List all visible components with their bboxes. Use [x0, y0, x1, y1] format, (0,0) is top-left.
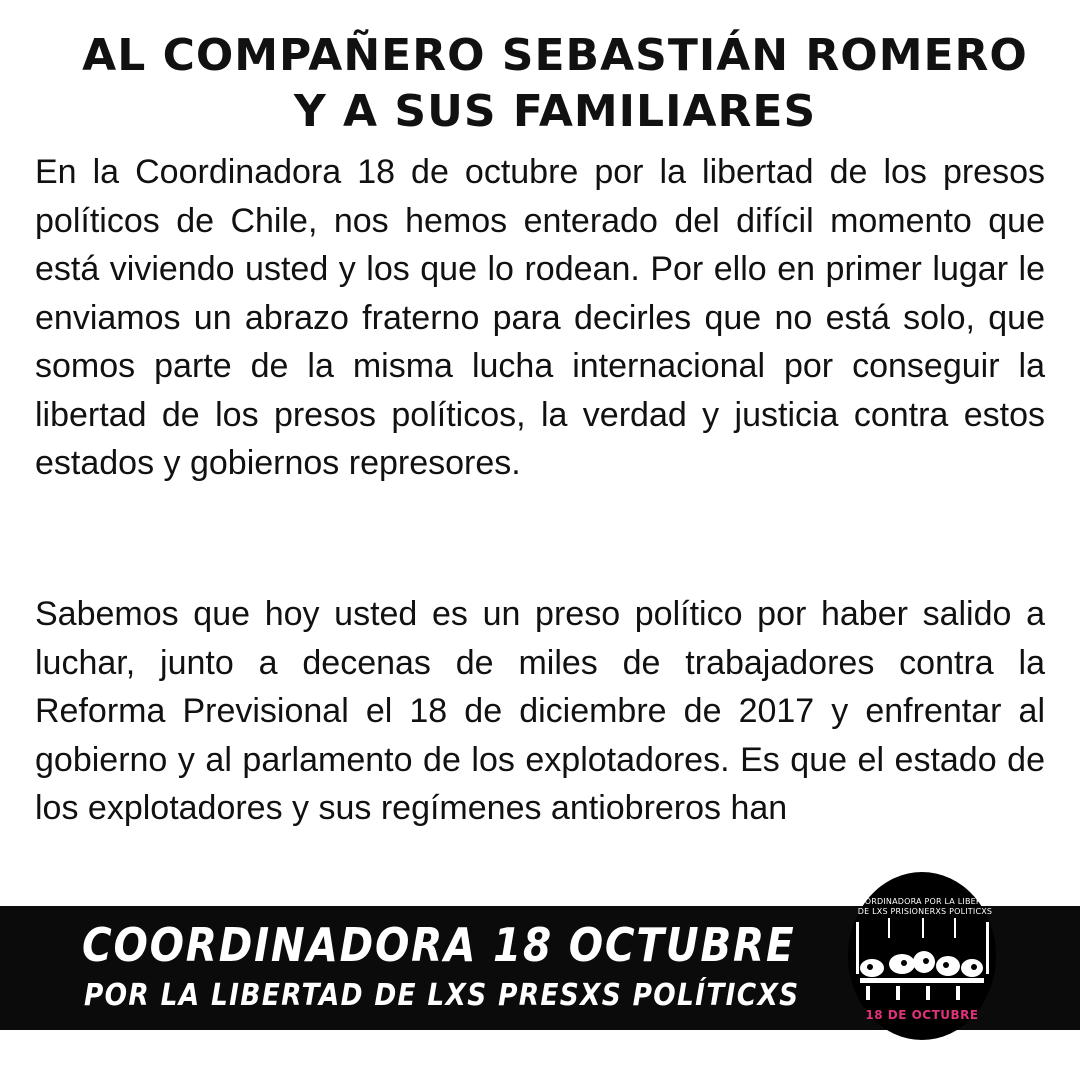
- footer-organization-name: COORDINADORA 18 OCTUBRE: [82, 918, 796, 972]
- paragraph-1: En la Coordinadora 18 de octubre por la libertad de los presos políticos de Chile, nos hemos enterado del difícil momento que está viviendo usted y los que lo rodean. Por ello en primer lugar le enviamos un abrazo fraterno para decirles que no está solo, que somos parte de la misma lucha internacional por conseguir la libertad de los presos políticos, la verdad y justicia contra estos estados y gobiernos represores.: [35, 153, 1045, 482]
- logo-date-label: 18 DE OCTUBRE: [865, 1008, 979, 1022]
- paragraph-2: Sabemos que hoy usted es un preso político por haber salido a luchar, junto a decenas de miles de trabajadores contra la Reforma Previsional el 18 de diciembre de 2017 y enfrentar al gobierno y al parlamento de los explotadores. Es que el estado de los explotadores y sus regímenes antiobreros han: [35, 595, 1045, 827]
- logo-caption: COORDINADORA POR LA LIBERTAD DE LXS PRISIONERXS POLITICXS: [852, 897, 998, 916]
- footer-organization-tagline: POR LA LIBERTAD DE LXS PRESXS POLÍTICXS: [84, 978, 800, 1013]
- page-title: AL COMPAÑERO SEBASTIÁN ROMERO Y A SUS FAMILIARES: [82, 30, 1028, 137]
